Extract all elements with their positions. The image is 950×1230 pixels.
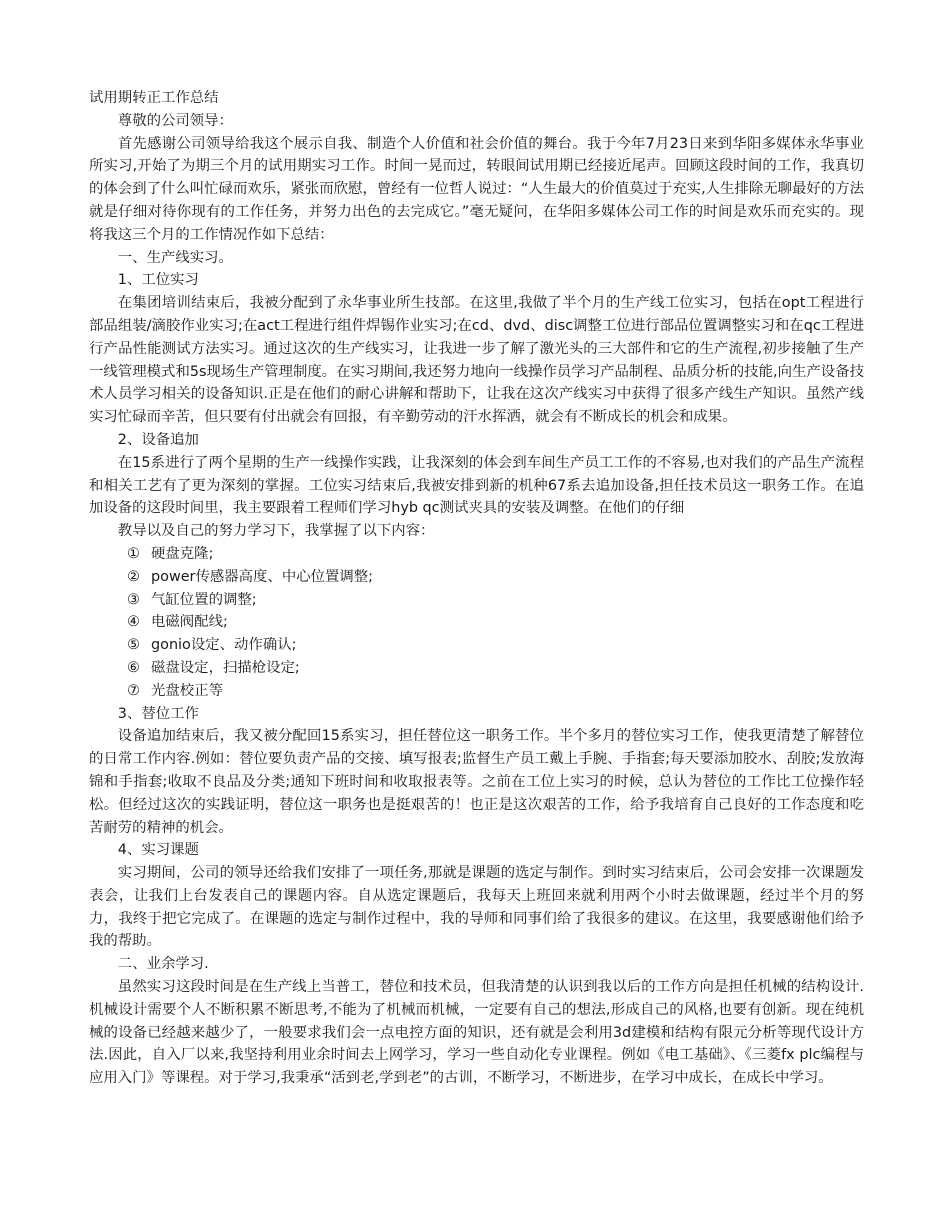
salutation: 尊敬的公司领导： <box>117 112 233 129</box>
section2-heading: 二、业余学习. <box>117 956 209 973</box>
section1-sub3-body: 设备追加结束后，我又被分配回15系实习，担任替位这一职务工作。半个多月的替位实习工作，使我更清楚了解替位的日常工作内容.例如：替位要负责产品的交接、填写报表;监督生产员工戴上手腕、手指套;每天要添加胶水、刮胶;发放海锦和手指套;收取不良品及分类;通知下班时间和收取报表等。之前在工位上实习的时候，总认为替位的工作比工位操作轻松。但经过这次的实践证明，替位这一职务也是挺艰苦的！也正是这次艰苦的工作，给予我培育自己良好的工作态度和吃苦耐劳的精神的机会。 <box>89 728 864 836</box>
section1-sub1-body: 在集团培训结束后，我被分配到了永华事业所生技部。在这里,我做了半个月的生产线工位实习，包括在opt工程进行部品组装/滴胶作业实习;在act工程进行组件焊锡作业实习;在cd、dvd、disc调整工位进行部品位置调整实习和在qc工程进行产品性能测试方法实习。通过这次的生产线实习，让我进一步了解了激光头的三大部件和它的生产流程,初步接触了生产一线管理模式和5s现场生产管理制度。在实习期间,我还努力地向一线操作员学习产品制程、品质分析的技能,向生产设备技术人员学习相关的设备知识.正是在他们的耐心讲解和帮助下，让我在这次产线实习中获得了很多产线生产知识。虽然产线实习忙碌而辛苦，但只要有付出就会有回报，有辛勤劳动的汗水挥洒，就会有不断成长的机会和成果。 <box>89 295 864 426</box>
list-text: 磁盘设定，扫描枪设定; <box>151 659 300 676</box>
document-title: 试用期转正工作总结 <box>89 90 219 106</box>
list-item <box>89 543 864 566</box>
list-number: ⑥ <box>127 659 140 676</box>
section1-sub4-heading: 4、实习课题 <box>117 842 199 859</box>
list-text: 电磁阀配线; <box>151 614 228 631</box>
skills-list <box>89 543 864 703</box>
section1-sub2-body: 在15系进行了两个星期的生产一线操作实践，让我深刻的体会到车间生产员工工作的不容易,也对我们的产品生产流程和相关工艺有了更为深刻的掌握。工位实习结束后,我被安排到新的机种67系去追加设备,担任技术员这一职务工作。在追加设备的这段时间里，我主要跟着工程师们学习hyb qc测试夹具的安装及调整。在他们的仔细 <box>89 454 864 517</box>
list-number: ⑦ <box>127 682 140 699</box>
list-number: ④ <box>127 614 140 631</box>
list-text: 光盘校正等 <box>151 682 223 699</box>
section1-sub4-body: 实习期间，公司的领导还给我们安排了一项任务,那就是课题的选定与制作。到时实习结束后，公司会安排一次课题发表会，让我们上台发表自己的课题内容。自从选定课题后，我每天上班回来就利用两个小时去做课题，经过半个月的努力，我终于把它完成了。在课题的选定与制作过程中，我的导师和同事们给了我很多的建议。在这里，我要感谢他们给予我的帮助。 <box>89 865 864 950</box>
section1-sub1-heading: 1、工位实习 <box>117 272 199 289</box>
section2-body: 虽然实习这段时间是在生产线上当普工，替位和技术员，但我清楚的认识到我以后的工作方向是担任机械的结构设计.机械设计需要个人不断积累不断思考,不能为了机械而机械，一定要有自己的想法,形成自己的风格,也要有创新。现在纯机械的设备已经越来越少了，一般要求我们会一点电控方面的知识，还有就是会利用3d建模和结构有限元分析等现代设计方法.因此，自入厂以来,我坚持利用业余时间去上网学习，学习一些自动化专业课程。例如《电工基础》、《三菱fx plc编程与应用入门》等课程。对于学习,我秉承“活到老,学到老”的古训，不断学习，不断进步，在学习中成长，在成长中学习。 <box>89 979 864 1087</box>
list-text: 硬盘克隆; <box>151 545 214 562</box>
list-number: ③ <box>127 591 140 608</box>
document-page <box>89 87 864 1090</box>
section1-sub2-body2: 教导以及自己的努力学习下，我掌握了以下内容： <box>117 523 435 540</box>
list-item <box>89 589 864 612</box>
section1-heading: 一、生产线实习。 <box>117 249 233 266</box>
list-item <box>89 657 864 680</box>
list-number: ⑤ <box>127 637 140 654</box>
list-item <box>89 566 864 589</box>
list-text: gonio设定、动作确认; <box>151 637 297 654</box>
list-item <box>89 680 864 703</box>
list-text: 气缸位置的调整; <box>151 591 257 608</box>
list-number: ② <box>127 568 140 585</box>
list-text: power传感器高度、中心位置调整; <box>151 568 374 585</box>
list-number: ① <box>127 545 140 562</box>
section1-sub3-heading: 3、替位工作 <box>117 705 199 722</box>
list-item <box>89 634 864 657</box>
list-item <box>89 611 864 634</box>
section1-sub2-heading: 2、设备追加 <box>117 431 199 448</box>
intro-paragraph: 首先感谢公司领导给我这个展示自我、制造个人价值和社会价值的舞台。我于今年7月23日来到华阳多媒体永华事业所实习,开始了为期三个月的试用期实习工作。时间一晃而过，转眼间试用期已经接近尾声。回顾这段时间的工作，我真切的体会到了什么叫忙碌而欢乐，紧张而欣慰，曾经有一位哲人说过：“人生最大的价值莫过于充实,人生排除无聊最好的方法就是仔细对待你现有的工作任务，并努力出色的去完成它。”毫无疑问，在华阳多媒体公司工作的时间是欢乐而充实的。现将我这三个月的工作情况作如下总结： <box>89 135 864 243</box>
